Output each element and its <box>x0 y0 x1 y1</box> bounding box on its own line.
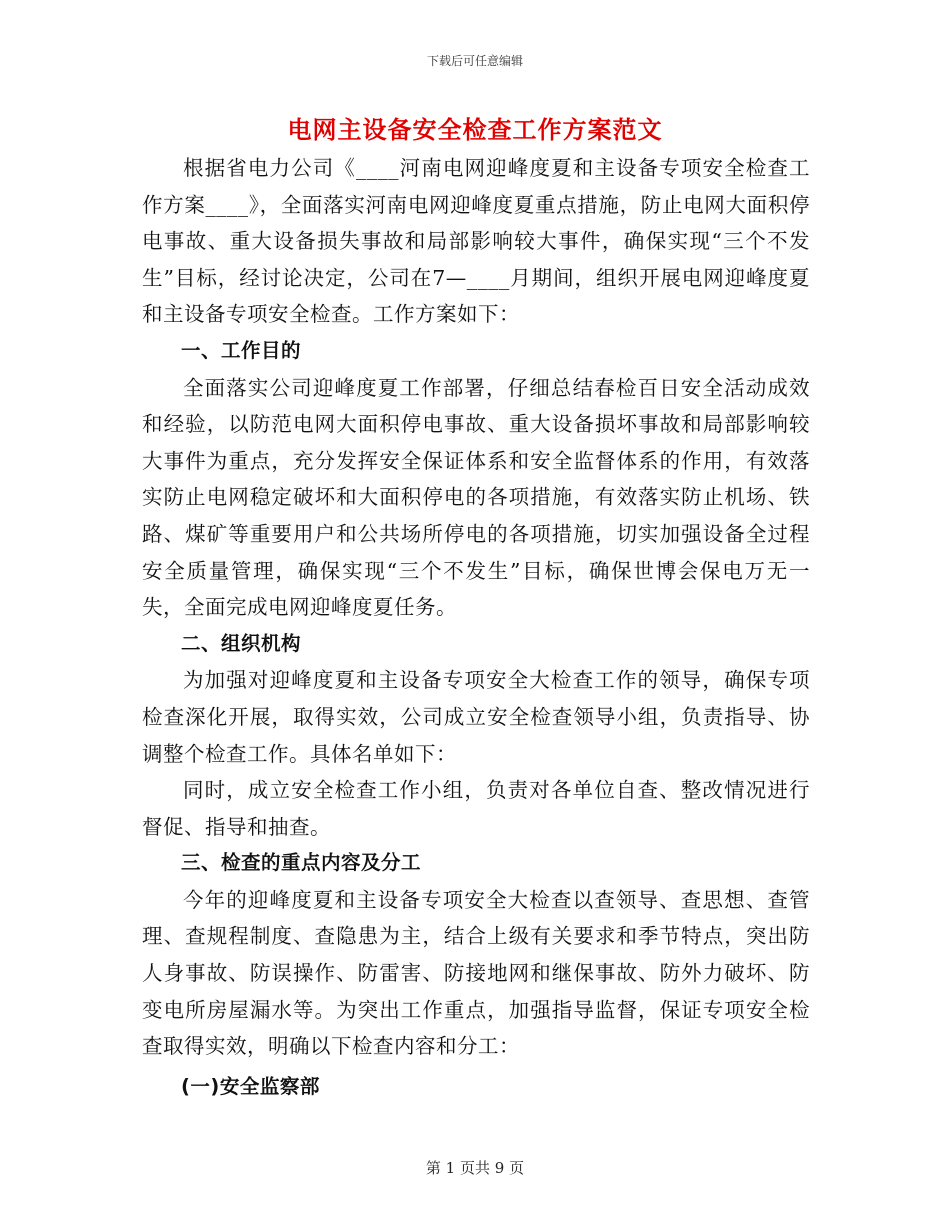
section-2-paragraph-2: 同时，成立安全检查工作小组，负责对各单位自查、整改情况进行督促、指导和抽查。 <box>142 778 810 839</box>
section-heading-3: 三、检查的重点内容及分工 <box>181 851 422 875</box>
subsection-heading-1: (一)安全监察部 <box>181 1074 320 1098</box>
page-footer: 第 1 页共 9 页 <box>425 1159 525 1177</box>
document-body <box>142 150 810 1105</box>
page-header: 下载后可任意编辑 <box>426 54 523 68</box>
section-2-paragraph-1: 为加强对迎峰度夏和主设备专项安全大检查工作的领导，确保专项检查深化开展，取得实效，公司成立安全检查领导小组，负责指导、协调整个检查工作。具体名单如下： <box>142 668 810 766</box>
section-1-paragraph: 全面落实公司迎峰度夏工作部署，仔细总结春检百日安全活动成效和经验，以防范电网大面积停电事故、重大设备损坏事故和局部影响较大事件为重点，充分发挥安全保证体系和安全监督体系的作用，有效落实防止电网稳定破坏和大面积停电的各项措施，有效落实防止机场、铁路、煤矿等重要用户和公共场所停电的各项措施，切实加强设备全过程安全质量管理，确保实现“三个不发生”目标，确保世博会保电万无一失，全面完成电网迎峰度夏任务。 <box>142 375 810 620</box>
section-heading-2: 二、组织机构 <box>181 631 302 655</box>
section-3-paragraph: 今年的迎峰度夏和主设备专项安全大检查以查领导、查思想、查管理、查规程制度、查隐患为主，结合上级有关要求和季节特点，突出防人身事故、防误操作、防雷害、防接地网和继保事故、防外力破坏、防变电所房屋漏水等。为突出工作重点，加强指导监督，保证专项安全检查取得实效，明确以下检查内容和分工： <box>142 887 810 1059</box>
section-heading-1: 一、工作目的 <box>181 338 302 362</box>
document-title: 电网主设备安全检查工作方案范文 <box>287 116 663 144</box>
intro-paragraph: 根据省电力公司《____河南电网迎峰度夏和主设备专项安全检查工作方案____》，全面落实河南电网迎峰度夏重点措施，防止电网大面积停电事故、重大设备损失事故和局部影响较大事件，确保实现“三个不发生”目标，经讨论决定，公司在7—____月期间，组织开展电网迎峰度夏和主设备专项安全检查。工作方案如下： <box>142 156 810 327</box>
